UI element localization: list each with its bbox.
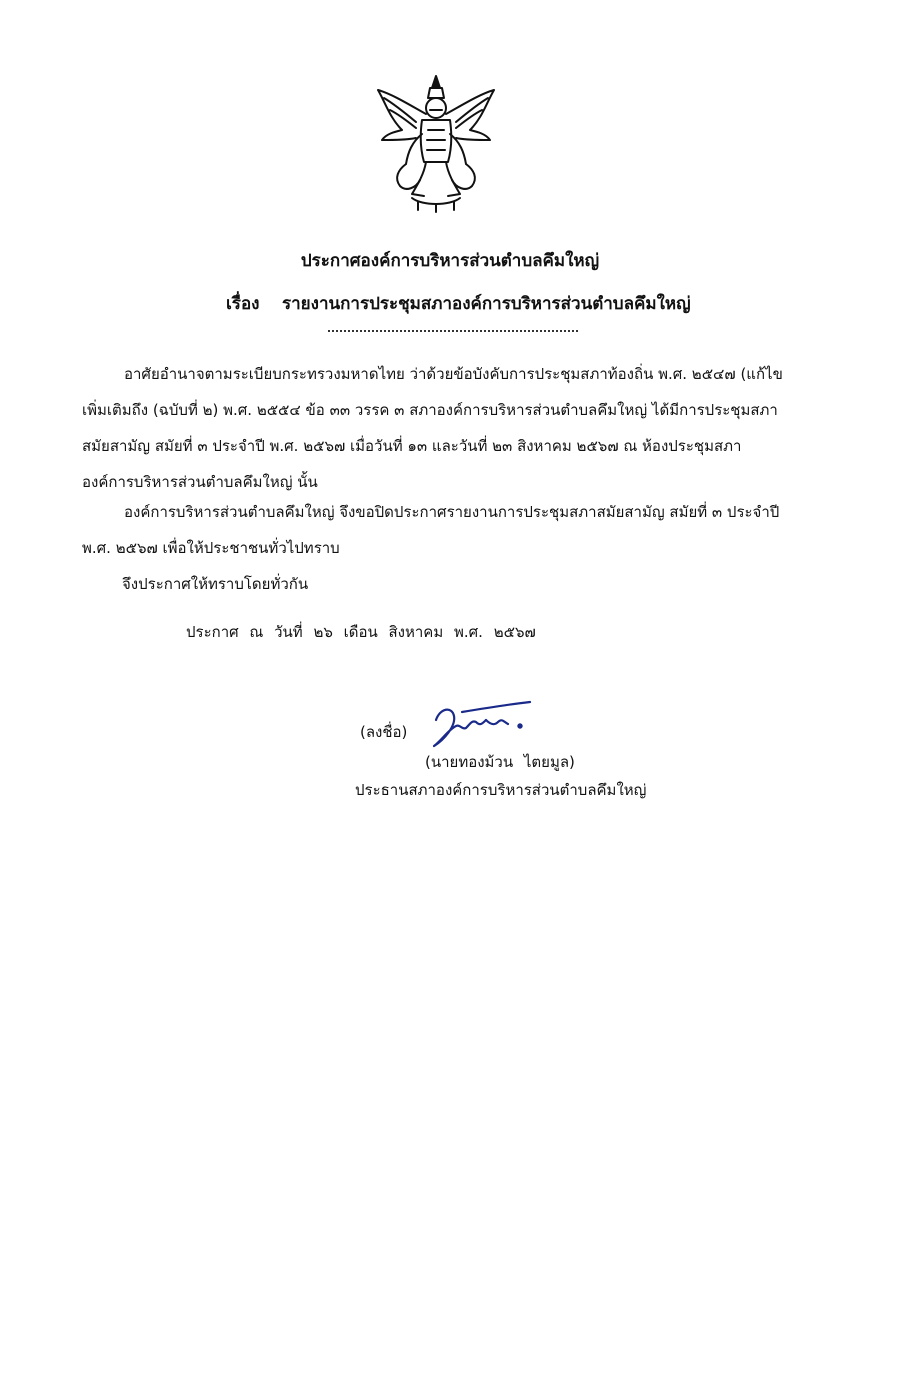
paragraph-line: สมัยสามัญ สมัยที่ ๓ ประจำปี พ.ศ. ๒๕๖๗ เมื่อวันที่ ๑๓ และวันที่ ๒๓ สิงหาคม ๒๕๖๗ ณ ห้องประชุมสภา — [82, 437, 742, 455]
sign-label: (ลงชื่อ) — [360, 723, 408, 741]
subject-text: รายงานการประชุมสภาองค์การบริหารส่วนตำบลคึมใหญ่ — [282, 294, 691, 314]
paragraph-line: อาศัยอำนาจตามระเบียบกระทรวงมหาดไทย ว่าด้วยข้อบังคับการประชุมสภาท้องถิ่น พ.ศ. ๒๕๔๗ (แก้ไข — [124, 365, 783, 383]
garuda-emblem-icon — [372, 74, 500, 214]
body-paragraph-1 — [82, 356, 824, 500]
signer-name: (นายทองม้วน ไตยมูล) — [425, 753, 575, 771]
paragraph-line: องค์การบริหารส่วนตำบลคึมใหญ่ นั้น — [82, 473, 318, 491]
paragraph-line: เพิ่มเติมถึง (ฉบับที่ ๒) พ.ศ. ๒๕๕๔ ข้อ ๓๓ วรรค ๓ สภาองค์การบริหารส่วนตำบลคึมใหญ่ ได้มีการประชุมสภา — [82, 401, 778, 419]
subject-label: เรื่อง — [226, 294, 260, 314]
subject-line — [226, 290, 691, 317]
body-paragraph-2 — [82, 494, 824, 566]
handwritten-signature — [426, 700, 536, 754]
announcement-title: ประกาศองค์การบริหารส่วนตำบลคึมใหญ่ — [300, 251, 600, 271]
paragraph-line: พ.ศ. ๒๕๖๗ เพื่อให้ประชาชนทั่วไปทราบ — [82, 539, 340, 557]
signer-position: ประธานสภาองค์การบริหารส่วนตำบลคึมใหญ่ — [355, 781, 647, 799]
dotted-divider — [328, 330, 578, 332]
paragraph-line: องค์การบริหารส่วนตำบลคึมใหญ่ จึงขอปิดประกาศรายงานการประชุมสภาสมัยสามัญ สมัยที่ ๓ ประจำปี — [124, 503, 780, 521]
announce-date: ประกาศ ณ วันที่ ๒๖ เดือน สิงหาคม พ.ศ. ๒๕๖๗ — [186, 623, 536, 641]
body-paragraph-3: จึงประกาศให้ทราบโดยทั่วกัน — [122, 575, 309, 593]
